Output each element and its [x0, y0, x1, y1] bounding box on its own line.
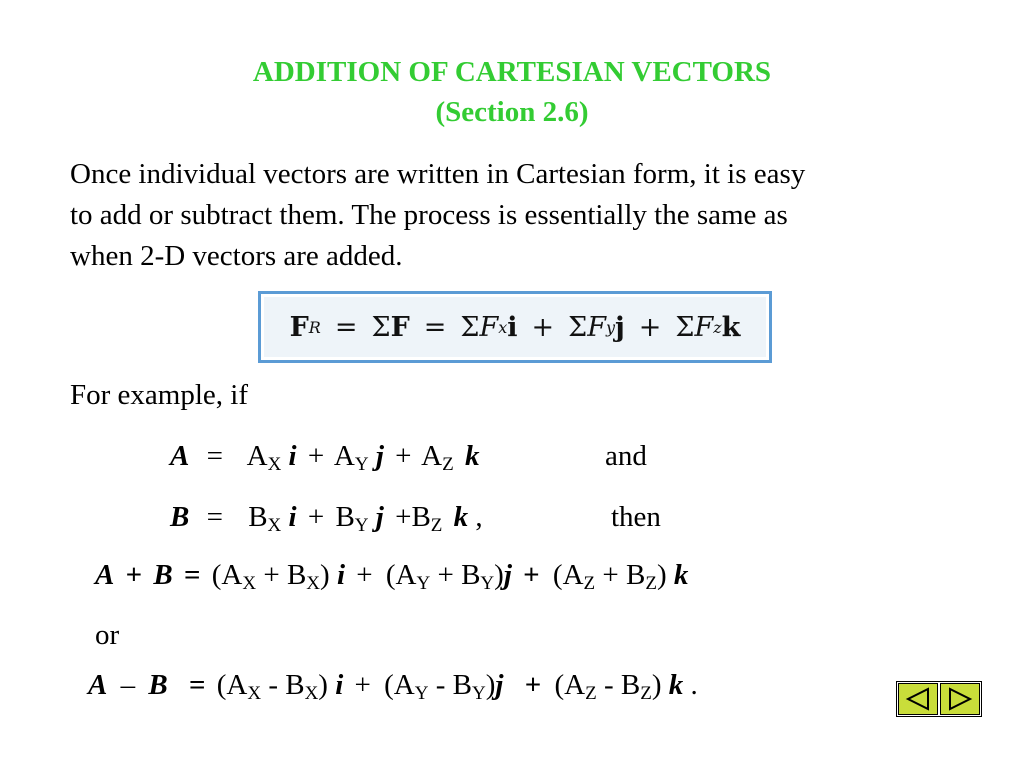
diff-x-close: ) [318, 669, 328, 701]
sum-x-sub-1: X [242, 573, 257, 594]
diff-y-open: (A [384, 669, 415, 701]
diff-z-close: ) [651, 669, 662, 701]
formula-k: k [721, 311, 741, 343]
diff-a: A [88, 669, 108, 701]
page-title: ADDITION OF CARTESIAN VECTORS [252, 56, 772, 88]
formula-sigma-3: Σ [568, 311, 588, 343]
eq-b-z-sub: Z [430, 515, 443, 536]
section-subtitle: (Section 2.6) [435, 96, 589, 128]
eq-a-equals: = [206, 440, 223, 472]
diff-x-minus-b: - B [268, 669, 305, 701]
diff-y-close: ) [485, 669, 496, 701]
sum-i: i [336, 559, 346, 591]
resultant-formula-box [258, 291, 772, 363]
sum-op: + [125, 559, 143, 591]
eq-a-and: and [605, 440, 647, 472]
sum-b: B [153, 559, 173, 591]
slide-navigation [896, 681, 982, 717]
formula-fr: F [289, 311, 309, 343]
next-slide-button[interactable] [940, 683, 980, 715]
eq-b-plus-1: + [307, 501, 325, 533]
example-label: For example, if [70, 379, 248, 411]
diff-k: k [668, 669, 684, 701]
intro-line-3: when 2-D vectors are added. [70, 240, 403, 272]
formula-j: j [614, 311, 625, 343]
eq-b-equals: = [206, 501, 223, 533]
intro-line-1: Once individual vectors are written in Cartesian form, it is easy [70, 158, 806, 190]
diff-x-sub-2: X [304, 683, 319, 704]
diff-plus-2: + [524, 669, 542, 701]
diff-z-open: (A [554, 669, 586, 701]
eq-a-ax: A [246, 440, 268, 472]
diff-y-sub-2: Y [471, 683, 486, 704]
formula-sigma-4: Σ [675, 311, 695, 343]
equation-difference [88, 667, 698, 712]
sum-equals: = [183, 559, 201, 591]
sum-plus-2: + [523, 559, 540, 591]
equation-a [170, 438, 479, 483]
eq-a-i: i [288, 440, 297, 472]
formula-plus-1: + [531, 311, 555, 343]
formula-fz: F [694, 311, 714, 343]
sum-y-plus-b: + B [437, 559, 481, 591]
triangle-right-icon [946, 687, 974, 711]
formula-fx: F [479, 311, 499, 343]
sum-x-close: ) [320, 559, 330, 591]
eq-a-lhs: A [170, 440, 190, 472]
equation-b [170, 499, 483, 544]
eq-a-z-sub: Z [442, 454, 454, 475]
sum-x-sub-2: X [306, 573, 321, 594]
sum-z-sub-2: Z [645, 573, 657, 594]
sum-y-open: (A [385, 559, 417, 591]
diff-x-open: (A [216, 669, 248, 701]
diff-b: B [148, 669, 168, 701]
sum-x-open: (A [211, 559, 243, 591]
equation-sum [95, 557, 688, 602]
sum-y-sub-2: Y [480, 573, 495, 594]
eq-a-x-sub: X [267, 454, 282, 475]
diff-period: . [690, 669, 698, 701]
formula-sigma-2: Σ [460, 311, 480, 343]
sum-x-plus-b: + B [263, 559, 307, 591]
formula-z-sub: z [713, 317, 722, 337]
eq-a-ay: A [333, 440, 355, 472]
formula-i: i [507, 311, 518, 343]
diff-plus-1: + [354, 669, 371, 701]
diff-i: i [335, 669, 344, 701]
diff-z-sub-1: Z [585, 683, 597, 704]
sum-y-close: ) [494, 559, 504, 591]
formula-eq-1: = [334, 311, 358, 343]
diff-j: j [495, 669, 504, 701]
sum-z-open: (A [552, 559, 584, 591]
intro-line-2: to add or subtract them. The process is essentially the same as [70, 199, 788, 231]
formula-f: F [390, 311, 410, 343]
intro-paragraph [70, 154, 950, 277]
diff-z-minus-b: - B [603, 669, 641, 701]
previous-slide-button[interactable] [898, 683, 938, 715]
sum-j: j [503, 559, 512, 591]
eq-b-j: j [375, 501, 384, 533]
formula-fr-sub: R [308, 317, 321, 337]
eq-a-k: k [464, 440, 480, 472]
eq-b-y-sub: Y [354, 515, 369, 536]
formula-plus-2: + [638, 311, 662, 343]
eq-a-az: A [421, 440, 443, 472]
eq-b-bz: B [411, 501, 431, 533]
eq-b-comma: , [475, 501, 483, 533]
eq-b-lhs: B [170, 501, 190, 533]
diff-equals: = [188, 669, 206, 701]
eq-b-by: B [335, 501, 355, 533]
sum-k: k [673, 559, 689, 591]
diff-y-sub-1: Y [414, 683, 429, 704]
formula-y-sub: y [605, 317, 615, 337]
formula-x-sub: x [498, 317, 508, 337]
sum-z-plus-b: + B [602, 559, 646, 591]
triangle-left-icon [904, 687, 932, 711]
eq-b-plus-2: + [395, 501, 412, 533]
diff-z-sub-2: Z [640, 683, 652, 704]
eq-a-plus-2: + [395, 440, 412, 472]
sum-plus-1: + [356, 559, 373, 591]
eq-a-plus-1: + [307, 440, 325, 472]
eq-b-bx: B [248, 501, 268, 533]
eq-b-k: k [453, 501, 469, 533]
sum-z-sub-1: Z [583, 573, 596, 594]
diff-y-minus-b: - B [435, 669, 472, 701]
eq-b-i: i [288, 501, 297, 533]
eq-b-then: then [611, 501, 661, 533]
formula-fy: F [587, 311, 606, 343]
formula-sigma-1: Σ [371, 311, 391, 343]
sum-y-sub-1: Y [416, 573, 431, 594]
diff-x-sub-1: X [247, 683, 262, 704]
eq-b-x-sub: X [267, 515, 282, 536]
formula-eq-2: = [423, 311, 447, 343]
or-label: or [95, 619, 120, 651]
sum-a: A [95, 559, 115, 591]
sum-z-close: ) [656, 559, 667, 591]
diff-op: – [120, 669, 136, 701]
eq-a-j: j [375, 440, 384, 472]
eq-a-y-sub: Y [354, 454, 369, 475]
